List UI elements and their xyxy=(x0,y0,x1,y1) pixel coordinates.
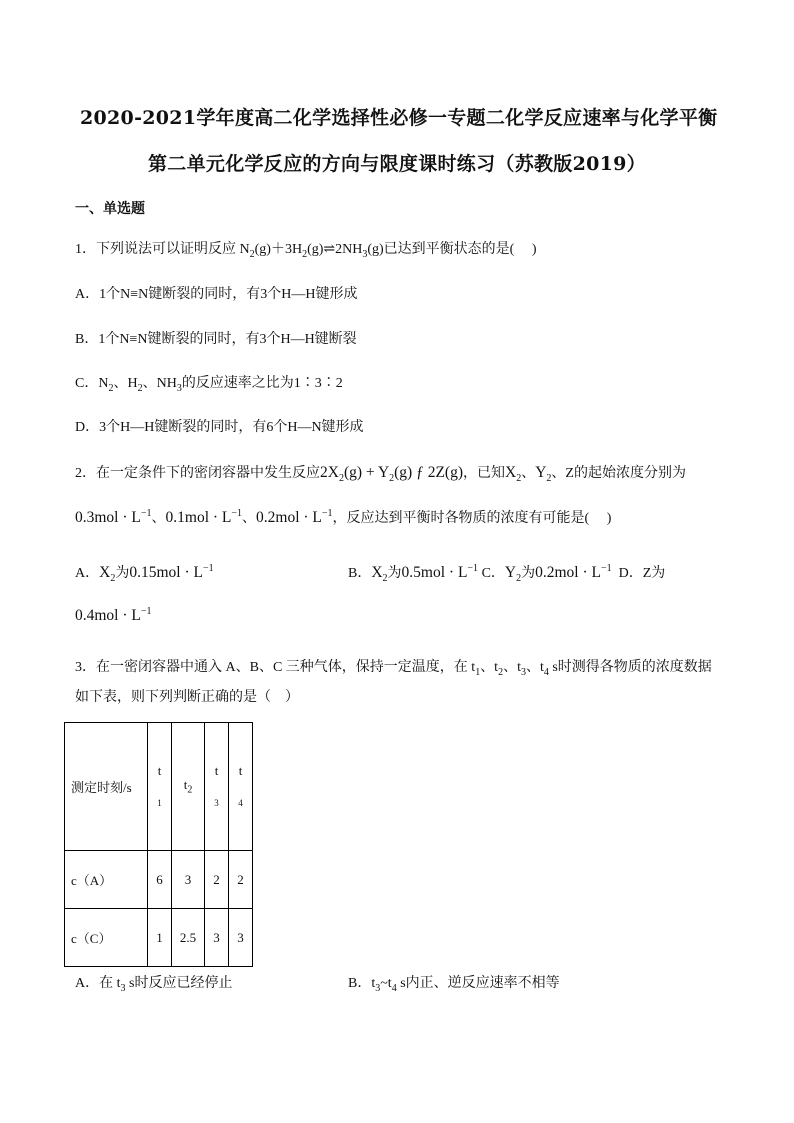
q1-option-b: B．1个N≡N键断裂的同时，有3个H—H键断裂 xyxy=(75,332,357,347)
table-cell: 6 xyxy=(148,851,172,909)
q2-option-c: C．$Y_2$为$0.2mol \cdot L^{-1}$ xyxy=(478,562,612,585)
table-cell: 3 xyxy=(205,909,229,967)
title-line-1: 2020-2021学年度高二化学选择性必修一专题二化学反应速率与化学平衡 xyxy=(80,107,718,129)
q3-stem-line-2: 如下表，则下列判断正确的是（ ） xyxy=(75,690,299,705)
table-header-t1: t 1 xyxy=(148,723,172,851)
title-line-2: 第二单元化学反应的方向与限度课时练习（苏教版2019） xyxy=(148,153,646,175)
table-cell: 3 xyxy=(172,851,205,909)
q2-stem: 2．在一定条件下的密闭容器中发生反应$2X_2(g) + Y_2(g)$ ƒ 2Z(g)，已知$X_2$、$Y_2$、Z的起始浓度分别为 xyxy=(75,464,686,485)
table-cell: 2 xyxy=(229,851,253,909)
table-header-label: 测定时刻/s xyxy=(65,723,148,851)
q3-data-table xyxy=(64,722,253,967)
table-row xyxy=(65,851,253,909)
q1-option-c: C．$N_2$、$H_2$、$NH_3$的反应速率之比为1∶3∶2 xyxy=(75,376,343,394)
table-cell: 2.5 xyxy=(172,909,205,967)
q3-stem: 3．在一密闭容器中通入 A、B、C 三种气体，保持一定温度，在 $t_1$、$t_2$、$t_3$、$t_4$ s时测得各物质的浓度数据 xyxy=(75,660,712,678)
q2-option-b: B．$X_2$为$0.5mol \cdot L^{-1}$ xyxy=(348,562,479,585)
q2-option-d-label: D．Z为 xyxy=(618,566,666,581)
q2-stem-line-2: $0.3mol \cdot L^{-1}$、$0.1mol \cdot L^{-1}$、$0.2mol \cdot L^{-1}$，反应达到平衡时各物质的浓度有可能是( ) xyxy=(75,507,612,526)
q1-option-d: D．3个H—H键断裂的同时，有6个H—N键形成 xyxy=(75,420,364,435)
section-heading: 一、单选题 xyxy=(75,201,145,217)
table-row-label: c（C） xyxy=(65,909,148,967)
q3-option-b: B．$t_3\sim t_4$ s内正、逆反应速率不相等 xyxy=(348,976,560,994)
table-header-row xyxy=(65,723,253,851)
table-row-label: c（A） xyxy=(65,851,148,909)
q2-option-b-c-d xyxy=(348,562,665,584)
q1-option-a: A．1个N≡N键断裂的同时，有3个H—H键形成 xyxy=(75,287,358,302)
table-cell: 2 xyxy=(205,851,229,909)
table-cell: 3 xyxy=(229,909,253,967)
table-header-t2: $t_2$ xyxy=(172,723,205,851)
q2-option-a: A．$X_2$为$0.15mol \cdot L^{-1}$ xyxy=(75,562,214,585)
q1-stem: 1．下列说法可以证明反应 $N_2(g)+3H_2(g)\rightleftharpoons 2NH_3(g)$已达到平衡状态的是( ) xyxy=(75,242,537,260)
q2-equation: $2X_2(g) + Y_2(g)$ ƒ 2Z(g) xyxy=(320,464,464,485)
table-row xyxy=(65,909,253,967)
q3-option-a: A．在 $t_3$ s时反应已经停止 xyxy=(75,976,233,994)
table-header-t4: t 4 xyxy=(229,723,253,851)
table-cell: 1 xyxy=(148,909,172,967)
q2-option-d-value: $0.4mol \cdot L^{-1}$ xyxy=(75,606,152,625)
table-header-t3: t 3 xyxy=(205,723,229,851)
